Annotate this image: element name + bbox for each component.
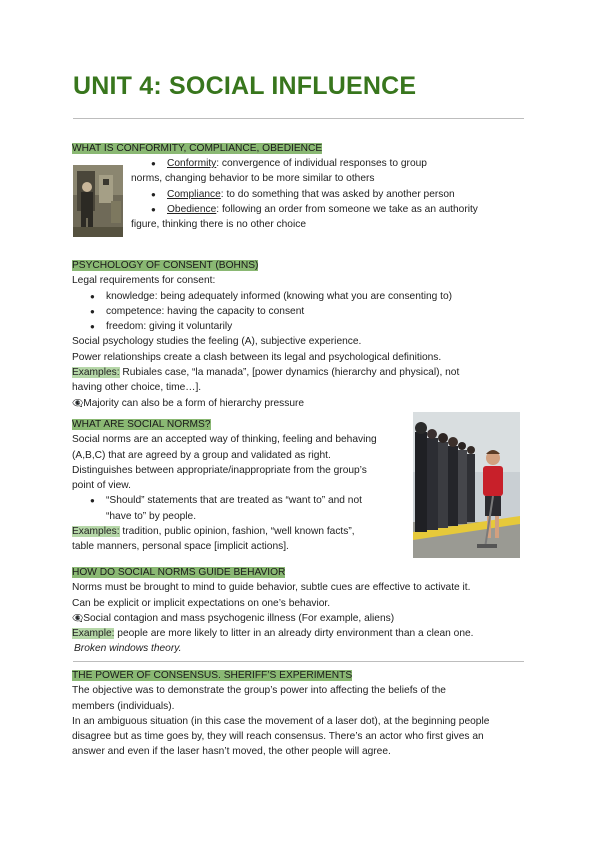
list-item-continuation: norms, changing behavior to be more similar to others: [131, 173, 375, 185]
list-item: ● Obedience: following an order from someone we take as an authority: [167, 202, 531, 217]
section-conformity: [72, 141, 532, 156]
section-consent: [72, 258, 532, 411]
paragraph: The objective was to demonstrate the group’s power into affecting the beliefs of the: [72, 685, 446, 697]
page-title: UNIT 4: SOCIAL INFLUENCE: [73, 72, 417, 100]
section-heading: WHAT ARE SOCIAL NORMS?: [72, 419, 211, 430]
paragraph: point of view.: [72, 480, 131, 492]
conformity-definitions: [131, 156, 531, 232]
note-line: 👁‍🗨Majority can also be a form of hierarchy pressure: [72, 397, 305, 409]
paragraph: having other choice, time…].: [72, 382, 202, 394]
paragraph: Legal requirements for consent:: [72, 275, 216, 287]
section-norms-behavior: [72, 565, 532, 657]
paragraph: Distinguishes between appropriate/inappropriate from the group’s: [72, 464, 367, 476]
examples-line: Examples: tradition, public opinion, fashion, “well known facts”,: [72, 526, 355, 538]
list-item: ● Conformity: convergence of individual responses to group: [167, 156, 531, 171]
paragraph: In an ambiguous situation (in this case the movement of a laser dot), at the beginning people: [72, 715, 490, 727]
section-consensus: [72, 668, 532, 760]
list-item: ● Compliance: to do something that was asked by another person: [167, 187, 531, 202]
note-line: 👁‍🗨Social contagion and mass psychogenic illness (For example, aliens): [72, 612, 395, 624]
examples-line: Examples: Rubiales case, “la manada”, [power dynamics (hierarchy and physical), not: [72, 367, 460, 379]
section-heading: HOW DO SOCIAL NORMS GUIDE BEHAVIOR: [72, 567, 286, 578]
list-item: ● freedom: giving it voluntarily: [106, 319, 532, 334]
photo-obedience: [73, 165, 123, 237]
paragraph: Power relationships create a clash between its legal and psychological definitions.: [72, 351, 442, 363]
paragraph: Can be explicit or implicit expectations on one’s behavior.: [72, 597, 331, 609]
list-item-continuation: figure, thinking there is no other choice: [131, 219, 306, 231]
paragraph: disagree but as time goes by, they will reach consensus. There’s an actor who first gives an: [72, 731, 484, 743]
list-item-continuation: “have to” by people.: [106, 510, 197, 522]
speech-eye-icon: 👁‍🗨: [72, 612, 84, 623]
title-divider: [73, 118, 524, 119]
section-social-norms: [72, 417, 412, 555]
section-divider: [73, 661, 524, 662]
speech-eye-icon: 👁‍🗨: [72, 397, 84, 408]
section-heading: PSYCHOLOGY OF CONSENT (BOHNS): [72, 260, 259, 271]
paragraph: Social psychology studies the feeling (A), subjective experience.: [72, 336, 362, 348]
section-heading: THE POWER OF CONSENSUS. SHERIFF’S EXPERIMENTS: [72, 670, 353, 681]
paragraph: members (individuals).: [72, 700, 175, 712]
list-item: ● competence: having the capacity to consent: [106, 304, 532, 319]
list-item: ● knowledge: being adequately informed (knowing what you are consenting to): [106, 289, 532, 304]
examples-line: Example: people are more likely to litter in an already dirty environment than a clean one.: [72, 628, 474, 640]
paragraph: Social norms are an accepted way of thinking, feeling and behaving: [72, 434, 377, 446]
italic-note: Broken windows theory.: [74, 643, 182, 655]
paragraph: table manners, personal space [implicit actions].: [72, 541, 289, 553]
list-item: ● “Should” statements that are treated as “want to” and not: [106, 493, 412, 508]
photo-social-norms: [413, 412, 520, 558]
paragraph: Norms must be brought to mind to guide behavior, subtle cues are effective to activate it.: [72, 582, 471, 594]
paragraph: (A,B,C) that are agreed by a group and validated as right.: [72, 449, 331, 461]
paragraph: answer and even if the laser hasn’t moved, the other people will agree.: [72, 746, 391, 758]
section-heading: WHAT IS CONFORMITY, COMPLIANCE, OBEDIENCE: [72, 143, 323, 154]
